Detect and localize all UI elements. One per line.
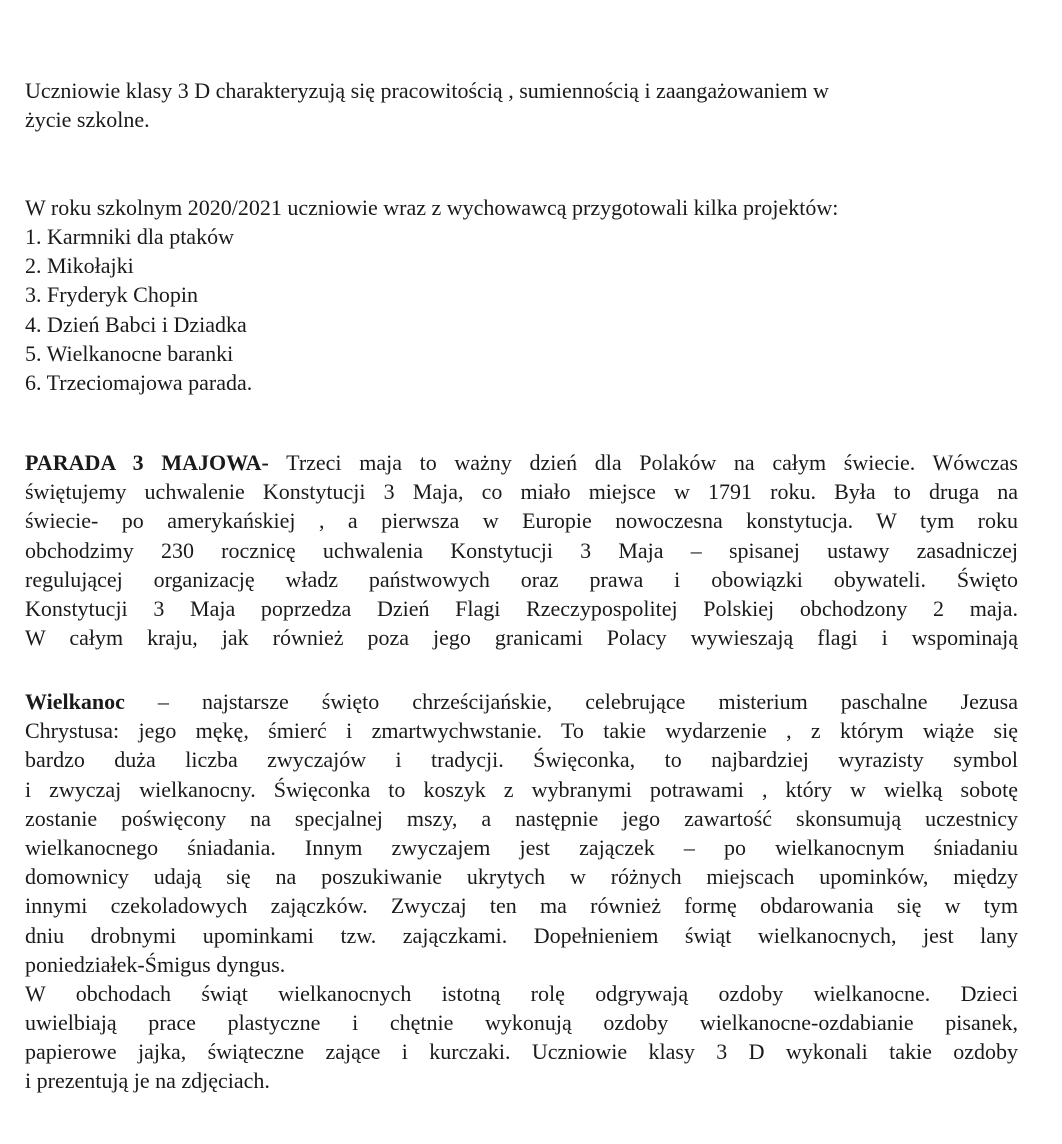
parada-line: PARADA 3 MAJOWA- Trzeci maja to ważny dzień dla Polaków na całym świecie. Wówczas <box>25 450 1018 475</box>
wielkanoc-line: Chrystusa: jego mękę, śmierć i zmartwychwstanie. To takie wydarzenie , z którym wiąże się <box>25 718 1018 744</box>
project-item: 3. Fryderyk Chopin <box>25 282 198 308</box>
intro-line-1: Uczniowie klasy 3 D charakteryzują się pracowitością , sumiennością i zaangażowaniem w <box>25 78 829 103</box>
wielkanoc-line: W obchodach świąt wielkanocnych istotną rolę odgrywają ozdoby wielkanocne. Dzieci <box>25 980 1018 1006</box>
parada-heading: PARADA 3 MAJOWA- <box>25 450 269 475</box>
wielkanoc-line: domownicy udają się na poszukiwanie ukrytych w różnych miejscach upominków, między <box>25 864 1018 890</box>
projects-lead: W roku szkolnym 2020/2021 uczniowie wraz z wychowawcą przygotowali kilka projektów: <box>25 195 839 220</box>
wielkanoc-line: i zwyczaj wielkanocny. Święconka to koszyk z wybranymi potrawami , który w wielką sobotę <box>25 776 1018 802</box>
wielkanoc-line: poniedziałek-Śmigus dyngus. <box>25 951 286 977</box>
project-item: 1. Karmniki dla ptaków <box>25 224 234 249</box>
wielkanoc-line: zostanie poświęcony na specjalnej mszy, a następnie jego zawartość skonsumują uczestnicy <box>25 805 1018 831</box>
wielkanoc-line: i prezentują je na zdjęciach. <box>25 1068 270 1094</box>
project-item: 2. Mikołajki <box>25 253 134 279</box>
parada-line: świętujemy uchwalenie Konstytucji 3 Maja, co miało miejsce w 1791 roku. Była to druga na <box>25 479 1018 505</box>
parada-line: W całym kraju, jak również poza jego granicami Polacy wywieszają flagi i wspominają <box>25 625 1018 651</box>
wielkanoc-line: dniu drobnymi upominkami tzw. zajączkami. Dopełnieniem świąt wielkanocnych, jest lany <box>25 922 1018 948</box>
parada-line: Konstytucji 3 Maja poprzedza Dzień Flagi Rzeczypospolitej Polskiej obchodzony 2 maja. <box>25 595 1018 621</box>
project-item: 4. Dzień Babci i Dziadka <box>25 311 247 337</box>
wielkanoc-paragraph <box>25 687 1018 1096</box>
project-item: 6. Trzeciomajowa parada. <box>25 370 253 396</box>
project-item: 5. Wielkanocne baranki <box>25 340 234 366</box>
wielkanoc-line: papierowe jajka, świąteczne zające i kurczaki. Uczniowie klasy 3 D wykonali takie ozdoby <box>25 1039 1018 1065</box>
wielkanoc-line: wielkanocnego śniadania. Innym zwyczajem jest zajączek – po wielkanocnym śniadaniu <box>25 834 1018 860</box>
projects-list <box>25 222 252 397</box>
wielkanoc-line: innymi czekoladowych zajączków. Zwyczaj ten ma również formę obdarowania się w tym <box>25 893 1018 919</box>
parada-line: regulującej organizację władz państwowych oraz prawa i obowiązki obywateli. Święto <box>25 566 1018 592</box>
wielkanoc-heading: Wielkanoc <box>25 689 125 714</box>
parada-line: świecie- po amerykańskiej , a pierwsza w Europie nowoczesna konstytucja. W tym roku <box>25 508 1018 534</box>
wielkanoc-line: bardzo duża liczba zwyczajów i tradycji. Święconka, to najbardziej wyrazisty symbol <box>25 747 1018 773</box>
parada-line: obchodzimy 230 rocznicę uchwalenia Konstytucji 3 Maja – spisanej ustawy zasadniczej <box>25 537 1018 563</box>
wielkanoc-line: Wielkanoc – najstarsze święto chrześcijańskie, celebrujące misterium paschalne Jezusa <box>25 689 1018 714</box>
parada-paragraph <box>25 448 1018 652</box>
intro-line-2: życie szkolne. <box>25 107 150 132</box>
wielkanoc-line: uwielbiają prace plastyczne i chętnie wykonują ozdoby wielkanocne-ozdabianie pisanek, <box>25 1010 1018 1036</box>
